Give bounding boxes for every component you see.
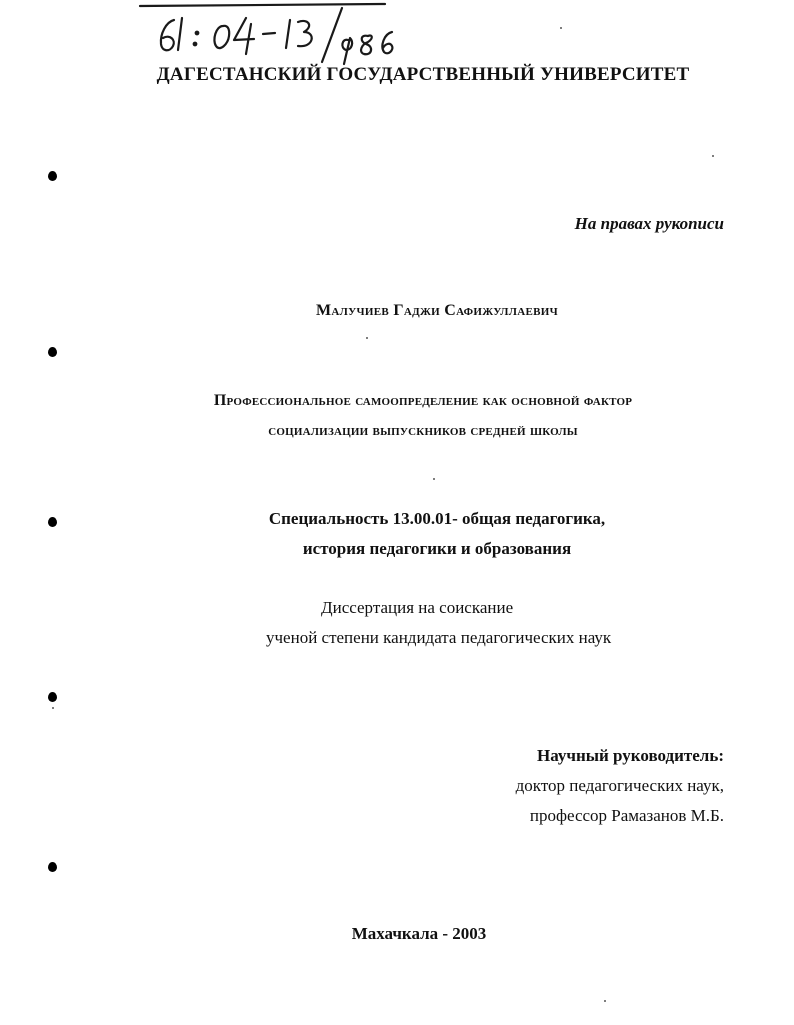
binder-hole-icon: [48, 347, 57, 357]
dissertation-title-line-1: Профессиональное самоопределение как основной фактор: [213, 392, 633, 409]
degree-statement-line-1: Диссертация на соискание: [321, 598, 514, 617]
degree-statement-line-2: ученой степени кандидата педагогических наук: [266, 628, 612, 647]
binder-hole-icon: [48, 692, 57, 702]
scan-speck: [433, 478, 435, 480]
advisor-name: профессор Рамазанов М.Б.: [529, 806, 724, 825]
scan-speck: [560, 27, 562, 29]
dissertation-title-line-2: социализации выпускников средней школы: [268, 422, 578, 439]
binder-hole-icon: [48, 517, 57, 527]
author-name: Малучиев Гаджи Сафижуллаевич: [316, 302, 558, 319]
scan-speck: [712, 155, 714, 157]
advisor-degree: доктор педагогических наук,: [515, 776, 724, 795]
scan-speck: [366, 337, 368, 339]
binder-hole-icon: [48, 171, 57, 181]
binder-hole-icon: [48, 862, 57, 872]
scan-speck: [604, 1000, 606, 1002]
university-name: ДАГЕСТАНСКИЙ ГОСУДАРСТВЕННЫЙ УНИВЕРСИТЕТ: [156, 64, 690, 85]
specialty-line-1: Специальность 13.00.01- общая педагогика,: [268, 509, 606, 528]
rights-note: На правах рукописи: [574, 214, 724, 233]
city-year: Махачкала - 2003: [351, 924, 487, 943]
advisor-label: Научный руководитель:: [537, 746, 724, 765]
scan-speck: [52, 707, 54, 709]
specialty-line-2: история педагогики и образования: [302, 539, 572, 558]
handwritten-shelfmark: [130, 0, 430, 70]
